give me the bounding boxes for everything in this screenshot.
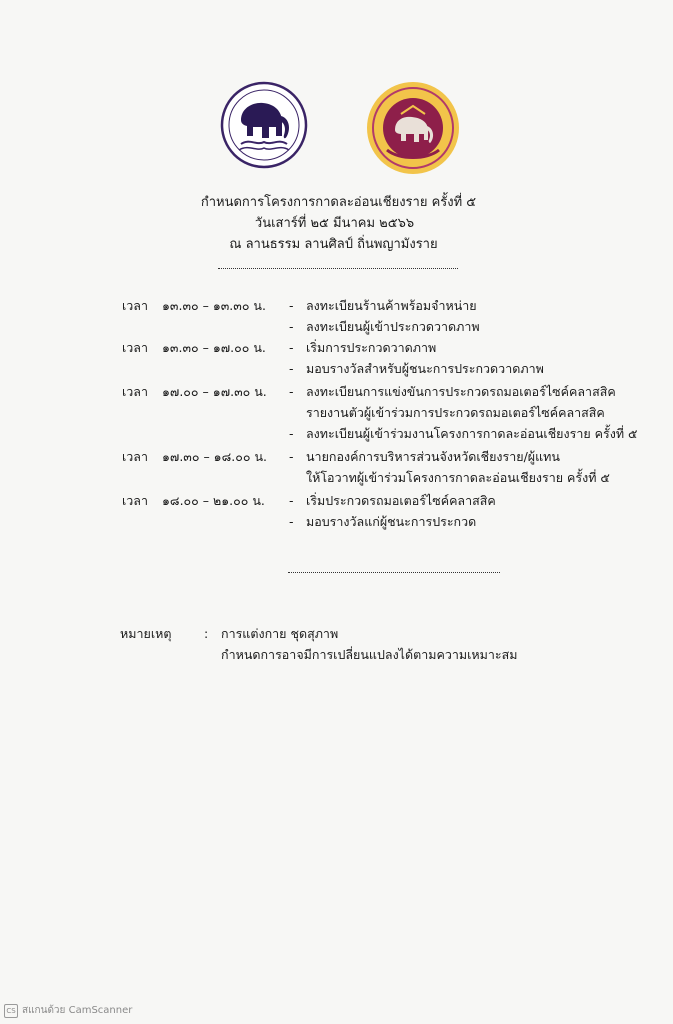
bullet-dash: - [289,449,294,464]
activity-text: รายงานตัวผู้เข้าร่วมการประกวดรถมอเตอร์ไซค์คลาสสิค [306,405,605,420]
remarks-line: การแต่งกาย ชุดสุภาพ [221,626,339,641]
remarks-line: กำหนดการอาจมีการเปลี่ยนแปลงได้ตามความเหมาะสม [221,647,518,662]
time-range: ๑๓.๓๐ – ๑๗.๐๐ น. [162,340,266,355]
time-range: ๑๗.๐๐ – ๑๗.๓๐ น. [162,384,267,399]
activity-text: ลงทะเบียนผู้เข้าประกวดวาดภาพ [306,319,480,334]
dotted-divider [288,572,500,573]
bullet-dash: - [289,426,294,441]
bullet-dash: - [289,340,294,355]
watermark-text: สแกนด้วย CamScanner [22,1005,133,1016]
bullet-dash: - [289,361,294,376]
activity-text: ให้โอวาทผู้เข้าร่วมโครงการกาดละอ่อนเชียงราย ครั้งที่ ๕ [306,470,610,485]
scanner-watermark [4,1003,132,1018]
activity-text: นายกองค์การบริหารส่วนจังหวัดเชียงราย/ผู้แทน [306,449,560,464]
elephant-emblem-logo [219,80,309,170]
activity-text: ลงทะเบียนการแข่งขันการประกวดรถมอเตอร์ไซค์คลาสสิค [306,384,616,399]
title-line-2: วันเสาร์ที่ ๒๕ มีนาคม ๒๕๖๖ [254,216,415,231]
activity-text: มอบรางวัลสำหรับผู้ชนะการประกวดวาดภาพ [306,361,544,376]
bullet-dash: - [289,384,294,399]
activity-text: ลงทะเบียนร้านค้าพร้อมจำหน่าย [306,298,477,313]
dotted-divider [218,268,458,269]
bullet-dash: - [289,319,294,334]
remarks-colon: : [204,626,209,641]
provincial-seal-logo [365,80,461,176]
time-label: เวลา [122,449,148,464]
time-range: ๑๓.๓๐ – ๑๓.๓๐ น. [162,298,266,313]
activity-text: เริ่มการประกวดวาดภาพ [306,340,437,355]
time-label: เวลา [122,340,148,355]
time-label: เวลา [122,493,148,508]
time-label: เวลา [122,384,148,399]
activity-text: เริ่มประกวดรถมอเตอร์ไซค์คลาสสิค [306,493,496,508]
bullet-dash: - [289,514,294,529]
bullet-dash: - [289,298,294,313]
activity-text: ลงทะเบียนผู้เข้าร่วมงานโครงการกาดละอ่อนเชียงราย ครั้งที่ ๕ [306,426,638,441]
title-line-3: ณ ลานธรรม ลานศิลป์ ถิ่นพญามังราย [229,237,438,252]
document-title [0,192,673,255]
camscanner-icon: CS [4,1004,18,1018]
time-label: เวลา [122,298,148,313]
activity-text: มอบรางวัลแก่ผู้ชนะการประกวด [306,514,477,529]
title-line-1: กำหนดการโครงการกาดละอ่อนเชียงราย ครั้งที่ ๕ [200,195,477,210]
remarks-label: หมายเหตุ [120,626,172,641]
time-range: ๑๘.๐๐ – ๒๑.๐๐ น. [162,493,265,508]
time-range: ๑๗.๓๐ – ๑๘.๐๐ น. [162,449,267,464]
bullet-dash: - [289,493,294,508]
